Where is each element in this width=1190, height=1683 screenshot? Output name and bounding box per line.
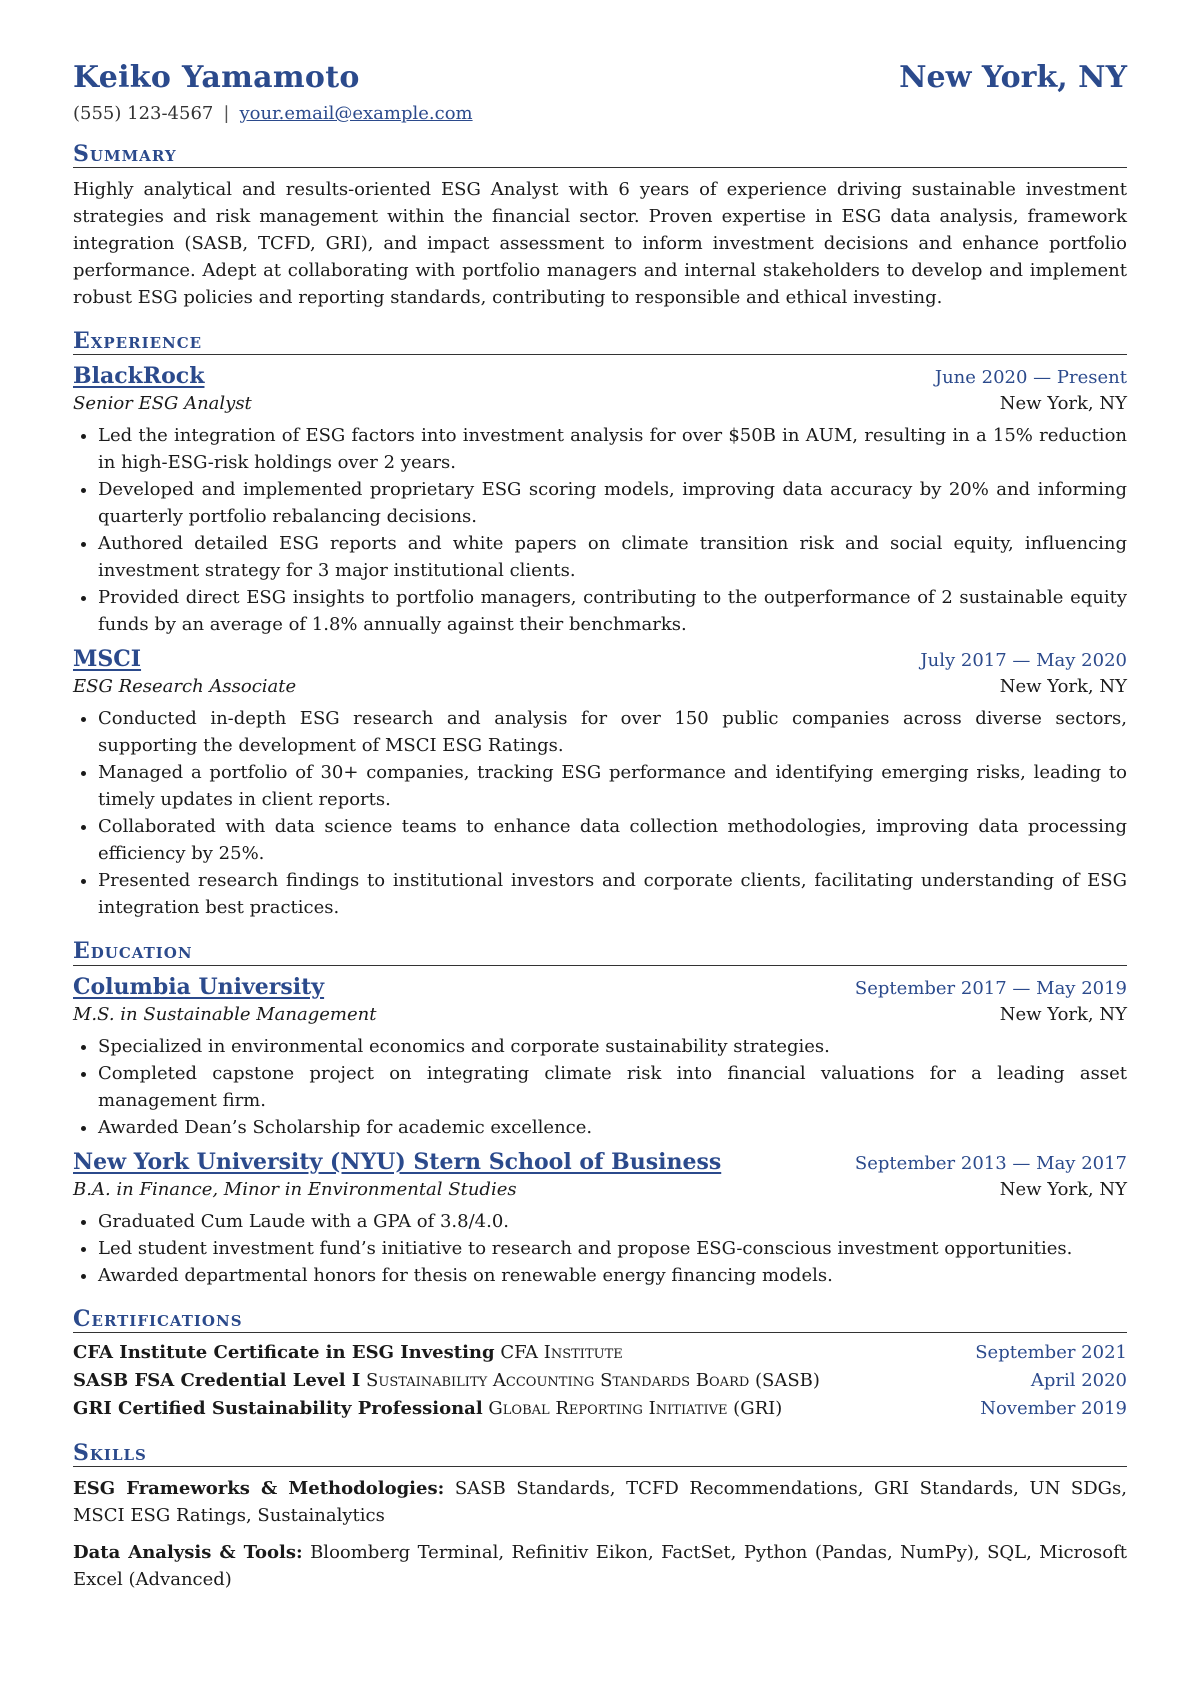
- list-item: • Presented research findings to institutional investors and corporate clients, facilitating understanding of ESG integration best practices.: [98, 867, 1127, 921]
- education-detail-list: [73, 1208, 1127, 1289]
- job-title: Senior ESG Analyst: [73, 393, 252, 415]
- list-item: • Awarded departmental honors for thesis on renewable energy financing models.: [98, 1262, 1127, 1289]
- list-item: • Authored detailed ESG reports and white papers on climate transition risk and social equity, influencing investment strategy for 3 major institutional clients.: [98, 530, 1127, 584]
- job-location: New York, NY: [999, 393, 1127, 415]
- job-location: New York, NY: [999, 676, 1127, 698]
- school-location: New York, NY: [999, 1178, 1127, 1200]
- certification-issuer: Global Reporting Initiative (GRI): [488, 1397, 783, 1419]
- section-title-education: Education: [73, 939, 1127, 965]
- employment-dates: July 2017 — May 2020: [920, 650, 1127, 672]
- section-title-summary: Summary: [73, 142, 1127, 168]
- study-dates: September 2013 — May 2017: [854, 1152, 1127, 1174]
- list-item: • Awarded Dean’s Scholarship for academic excellence.: [98, 1114, 1127, 1141]
- skill-label: ESG Frameworks & Methodologies:: [73, 1477, 445, 1499]
- skill-group: [73, 1539, 1127, 1593]
- list-item: • Specialized in environmental economics and corporate sustainability strategies.: [98, 1033, 1127, 1060]
- section-title-certifications: Certifications: [73, 1307, 1127, 1333]
- school-link[interactable]: Columbia University: [73, 973, 325, 1000]
- list-item: • Completed capstone project on integrating climate risk into financial valuations for a leading asset management firm.: [98, 1060, 1127, 1114]
- summary-text: Highly analytical and results-oriented ESG Analyst with 6 years of experience driving sustainable investment strategies and risk management within the financial sector. Proven expertise in ESG data analysis, framework integration (SASB, TCFD, GRI), and impact assessment to inform investment decisions and enhance portfolio performance. Adept at collaborating with portfolio managers and internal stakeholders to develop and implement robust ESG policies and reporting standards, contributing to responsible and ethical investing.: [73, 179, 1127, 309]
- certification-name: CFA Institute Certificate in ESG Investing: [73, 1341, 495, 1363]
- school-location: New York, NY: [999, 1003, 1127, 1025]
- certification-issuer: Sustainability Accounting Standards Board (SASB): [366, 1369, 820, 1391]
- degree-title: B.A. in Finance, Minor in Environmental Studies: [73, 1178, 517, 1200]
- section-title-experience: Experience: [73, 329, 1127, 355]
- certification-row: [73, 1367, 1127, 1395]
- certification-name: SASB FSA Credential Level I: [73, 1369, 361, 1391]
- employment-dates: June 2020 — Present: [934, 367, 1127, 389]
- contact-separator: |: [223, 103, 230, 124]
- candidate-name: Keiko Yamamoto: [73, 60, 360, 95]
- resume-page: [73, 60, 1127, 1593]
- certification-row: [73, 1339, 1127, 1367]
- list-item: • Collaborated with data science teams to enhance data collection methodologies, improving data processing efficiency by 25%.: [98, 813, 1127, 867]
- section-title-skills: Skills: [73, 1441, 1127, 1467]
- list-item: • Provided direct ESG insights to portfolio managers, contributing to the outperformance of 2 sustainable equity funds by an average of 1.8% annually against their benchmarks.: [98, 584, 1127, 638]
- skill-group: [73, 1475, 1127, 1529]
- certification-date: September 2021: [975, 1341, 1127, 1363]
- school-link[interactable]: New York University (NYU) Stern School of Business: [73, 1148, 722, 1175]
- education-entry: [73, 974, 1127, 1141]
- skill-values: Bloomberg Terminal, Refinitiv Eikon, FactSet, Python (Pandas, NumPy), SQL, Microsoft Excel (Advanced): [73, 1541, 1127, 1590]
- employer-link[interactable]: BlackRock: [73, 363, 205, 390]
- certification-date: November 2019: [980, 1397, 1127, 1419]
- job-title: ESG Research Associate: [73, 676, 297, 698]
- candidate-location: New York, NY: [899, 60, 1127, 95]
- study-dates: September 2017 — May 2019: [854, 977, 1127, 999]
- certification-row: [73, 1395, 1127, 1423]
- certification-name: GRI Certified Sustainability Professional: [73, 1397, 483, 1419]
- list-item: • Led student investment fund’s initiative to research and propose ESG-conscious investment opportunities.: [98, 1235, 1127, 1262]
- list-item: • Managed a portfolio of 30+ companies, tracking ESG performance and identifying emerging risks, leading to timely updates in client reports.: [98, 759, 1127, 813]
- email-link[interactable]: your.email@example.com: [239, 103, 473, 124]
- certification-issuer: CFA Institute: [500, 1341, 623, 1363]
- education-entry: [73, 1149, 1127, 1289]
- contact-line: [73, 103, 1127, 124]
- experience-entry: [73, 363, 1127, 638]
- list-item: • Graduated Cum Laude with a GPA of 3.8/4.0.: [98, 1208, 1127, 1235]
- achievement-list: [73, 422, 1127, 638]
- certification-list: [73, 1339, 1127, 1423]
- list-item: • Led the integration of ESG factors into investment analysis for over $50B in AUM, resulting in a 15% reduction in high-ESG-risk holdings over 2 years.: [98, 422, 1127, 476]
- achievement-list: [73, 705, 1127, 921]
- resume-header: [73, 60, 1127, 95]
- education-detail-list: [73, 1033, 1127, 1141]
- list-item: • Conducted in-depth ESG research and analysis for over 150 public companies across diverse sectors, supporting the development of MSCI ESG Ratings.: [98, 705, 1127, 759]
- skill-label: Data Analysis & Tools:: [73, 1541, 303, 1563]
- employer-link[interactable]: MSCI: [73, 646, 142, 673]
- certification-date: April 2020: [1030, 1369, 1127, 1391]
- phone-number: (555) 123-4567: [73, 103, 214, 124]
- experience-entry: [73, 646, 1127, 921]
- list-item: • Developed and implemented proprietary ESG scoring models, improving data accuracy by 20% and informing quarterly portfolio rebalancing decisions.: [98, 476, 1127, 530]
- skill-values: SASB Standards, TCFD Recommendations, GRI Standards, UN SDGs, MSCI ESG Ratings, Sustainalytics: [73, 1477, 1128, 1526]
- degree-title: M.S. in Sustainable Management: [73, 1003, 377, 1025]
